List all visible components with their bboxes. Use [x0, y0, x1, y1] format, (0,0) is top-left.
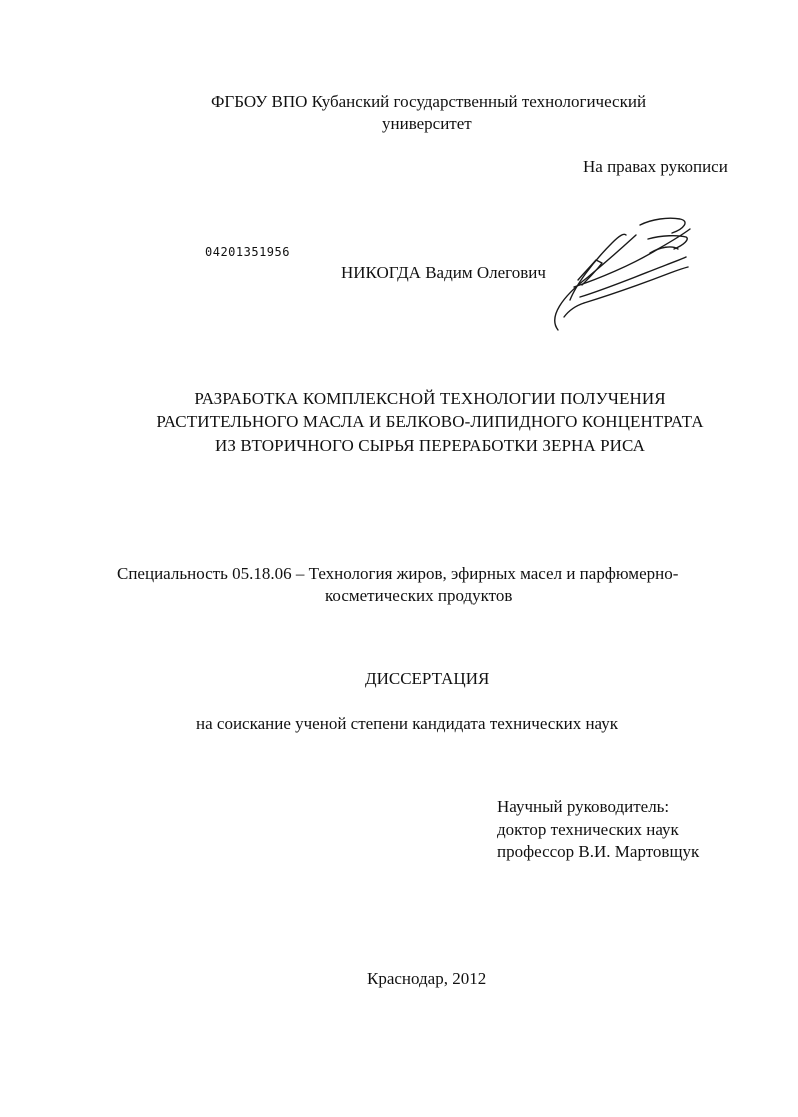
organization-line-1: ФГБОУ ВПО Кубанский государственный технологический [211, 92, 647, 111]
supervisor-role: Научный руководитель: [497, 797, 670, 816]
document-type-label: ДИССЕРТАЦИЯ [365, 669, 490, 688]
place-and-year: Краснодар, 2012 [367, 969, 487, 988]
specialty-line-1: Специальность 05.18.06 – Технология жиров, эфирных масел и парфюмерно- [117, 564, 679, 583]
author-signature-image [540, 205, 705, 340]
author-name: НИКОГДА Вадим Олегович [341, 263, 546, 282]
supervisor-name: профессор В.И. Мартовщук [497, 842, 700, 861]
supervisor-degree: доктор технических наук [497, 820, 679, 839]
signature-stroke [584, 267, 688, 303]
signature-stroke [564, 303, 584, 317]
signature-stroke [555, 235, 636, 330]
title-line-2: РАСТИТЕЛЬНОГО МАСЛА И БЕЛКОВО-ЛИПИДНОГО КОНЦЕНТРАТА [156, 412, 704, 431]
registration-number-stamp: 04201351956 [205, 245, 290, 259]
specialty-line-2: косметических продуктов [325, 586, 513, 605]
signature-stroke [640, 218, 685, 233]
title-line-1: РАЗРАБОТКА КОМПЛЕКСНОЙ ТЕХНОЛОГИИ ПОЛУЧЕНИЯ [194, 389, 666, 408]
title-line-3: ИЗ ВТОРИЧНОГО СЫРЬЯ ПЕРЕРАБОТКИ ЗЕРНА РИСА [214, 436, 645, 455]
manuscript-rights-label: На правах рукописи [583, 157, 728, 176]
degree-sought: на соискание ученой степени кандидата технических наук [196, 714, 619, 733]
organization-line-2: университет [382, 114, 472, 133]
